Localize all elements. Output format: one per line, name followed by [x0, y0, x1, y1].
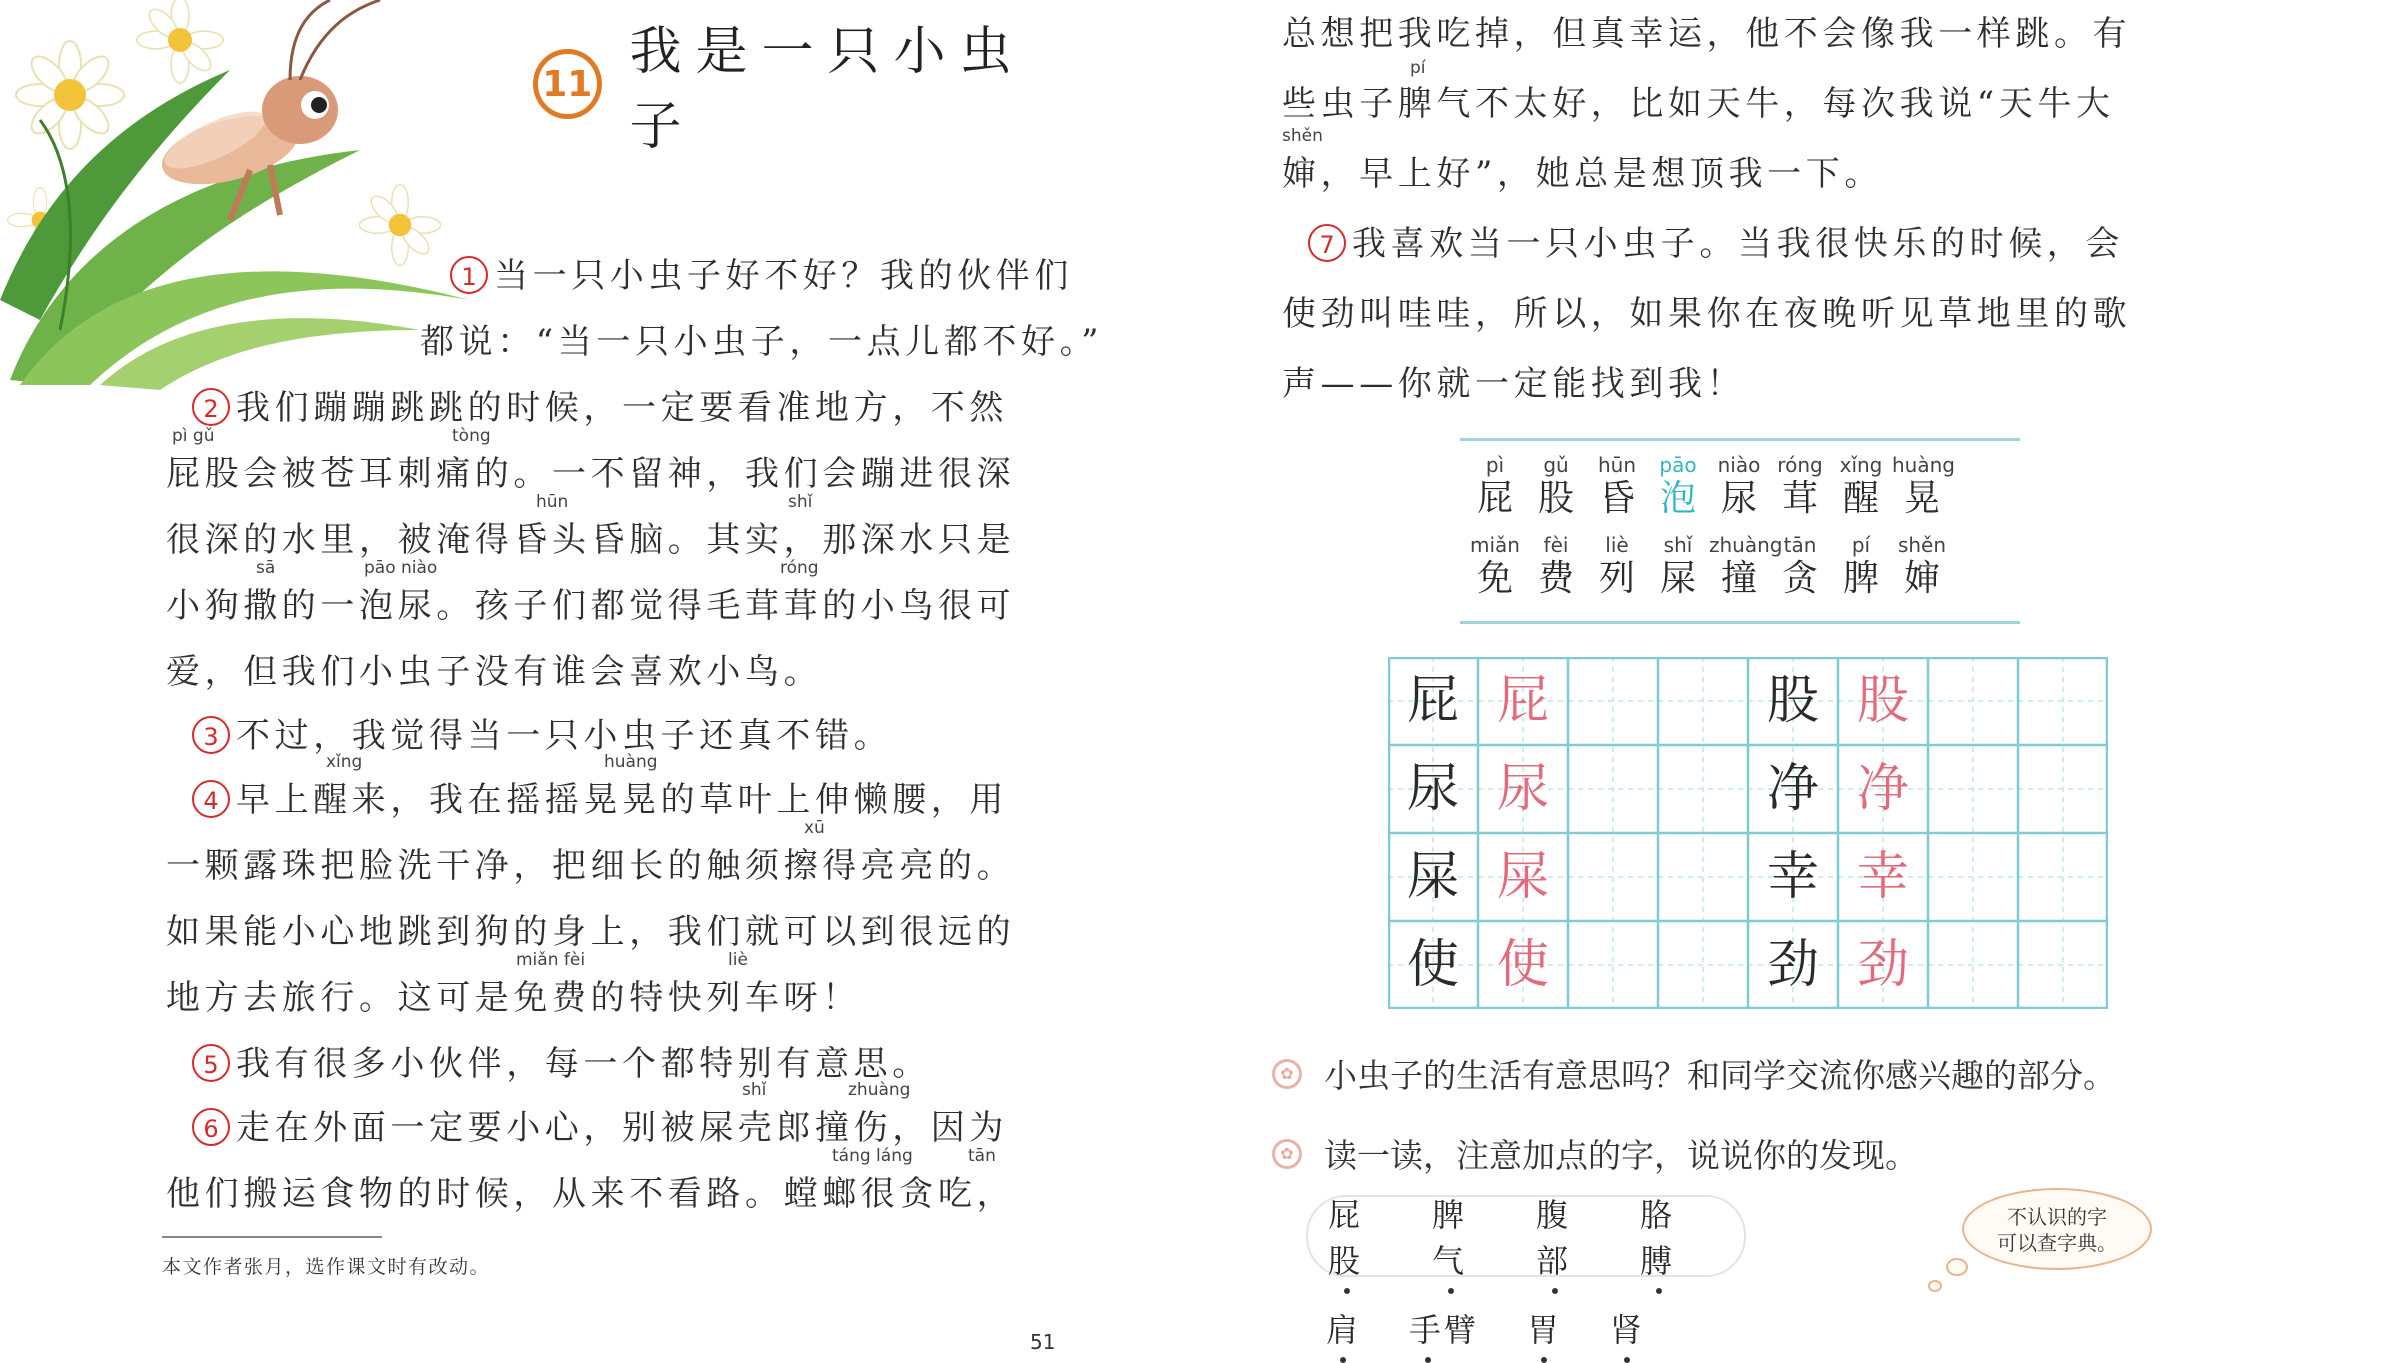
word-group-extra — [1326, 1305, 1693, 1351]
footnote: 本文作者张月，选作课文时有改动。 — [162, 1256, 491, 1278]
exercise-question: ✿ 读一读，注意加点的字，说说你的发现。 — [1272, 1130, 1918, 1177]
grid-model-char: 净 — [1766, 759, 1819, 819]
text-line: 爱，但我们小虫子没有谁会喜欢小鸟。 — [166, 652, 823, 692]
text-line: 7 我喜欢当一只小虫子。当我很快乐的时候，会 — [1308, 216, 2124, 265]
pinyin-annotation: sā — [256, 558, 276, 578]
word-item: 肾 — [1610, 1305, 1645, 1351]
grid-trace-char: 使 — [1496, 935, 1549, 995]
lesson-title-text: 我是一只小虫子 — [629, 22, 1026, 157]
paragraph-number: 4 — [192, 780, 230, 818]
vocab-char: pí 脾 — [1842, 533, 1879, 599]
grid-trace-char: 尿 — [1496, 759, 1549, 819]
pinyin-annotation: shěn — [1282, 126, 1323, 146]
vocab-char: niào 尿 — [1717, 453, 1761, 519]
text-line: 使劲叫哇哇，所以，如果你在夜晚听见草地里的歌 — [1282, 294, 2132, 334]
text-line: 都说：“当一只小虫子，一点儿都不好。” — [420, 322, 1104, 362]
text-line: 1 当一只小虫子好不好？我的伙伴们 — [450, 248, 1073, 297]
grasshopper-illustration — [0, 0, 470, 390]
grid-trace-char: 幸 — [1856, 847, 1909, 907]
pinyin-annotation: miǎn fèi — [516, 950, 586, 970]
new-characters-box — [1460, 438, 2020, 624]
lesson-number-badge: 11 — [533, 49, 602, 119]
pinyin-annotation: shǐ — [788, 492, 813, 512]
text-line: 一颗露珠把脸洗干净，把细长的触须擦得亮亮的。 — [166, 846, 1016, 886]
vocab-char: zhuàng 撞 — [1709, 533, 1783, 599]
grid-model-char: 劲 — [1766, 935, 1819, 995]
text-line: 婶，早上好”，她总是想顶我一下。 — [1282, 154, 1883, 194]
word-group-box — [1306, 1195, 1746, 1280]
pinyin-annotation: liè — [728, 950, 748, 970]
paragraph-number: 7 — [1308, 224, 1346, 262]
vocab-char: xǐng 醒 — [1839, 453, 1883, 519]
grid-model-char: 屁 — [1406, 671, 1459, 731]
paragraph-number: 6 — [192, 1108, 230, 1146]
text-line: 6 走在外面一定要小心，别被屎壳郎撞伤，因为 — [192, 1100, 1008, 1149]
page-number: 51 — [1030, 1330, 1056, 1354]
text-line: 3 不过，我觉得当一只小虫子还真不错。 — [192, 708, 892, 757]
pinyin-annotation: shǐ — [742, 1080, 767, 1100]
footnote-divider — [162, 1236, 382, 1238]
text-line: 声——你就一定能找到我！ — [1282, 364, 1746, 404]
pinyin-annotation: xǐng — [326, 752, 363, 772]
bubble-tail-icon — [1928, 1280, 1942, 1292]
text-line: 总想把我吃掉，但真幸运，他不会像我一样跳。有 — [1282, 14, 2132, 54]
tip-text: 不认识的字 可以查字典。 — [1997, 1205, 2117, 1255]
vocab-char: huàng 晃 — [1892, 453, 1955, 519]
vocab-char: pì 屁 — [1476, 453, 1513, 519]
grid-trace-char: 屎 — [1496, 847, 1549, 907]
word-item: 胳膊 — [1640, 1190, 1692, 1282]
right-page — [1220, 0, 2400, 1350]
pinyin-annotation: zhuàng — [848, 1080, 911, 1100]
grid-trace-char: 股 — [1856, 671, 1909, 731]
grid-model-char: 屎 — [1406, 847, 1459, 907]
pinyin-annotation: pì gǔ — [172, 426, 215, 446]
text-line: 2 我们蹦蹦跳跳的时候，一定要看准地方，不然 — [192, 380, 1008, 429]
text-line: 些虫子脾气不太好，比如天牛，每次我说“天牛大 — [1282, 84, 2115, 124]
vocab-char: miǎn 免 — [1470, 533, 1520, 599]
text-line: 他们搬运食物的时候，从来不看路。螳螂很贪吃， — [166, 1174, 1016, 1214]
left-page — [0, 0, 1104, 1354]
tip-thought-bubble — [1962, 1188, 2152, 1270]
vocab-char: shěn 婶 — [1897, 533, 1947, 599]
grid-trace-char: 屁 — [1496, 671, 1549, 731]
text-line: 5 我有很多小伙伴，每一个都特别有意思。 — [192, 1036, 931, 1085]
word-item: 肩 — [1326, 1305, 1361, 1351]
pinyin-annotation: pí — [1410, 58, 1426, 78]
bubble-tail-icon — [1946, 1258, 1968, 1276]
word-item: 脾气 — [1432, 1190, 1484, 1282]
word-item: 手臂 — [1409, 1305, 1479, 1351]
vocab-char: róng 茸 — [1777, 453, 1823, 519]
word-item: 胃 — [1527, 1305, 1562, 1351]
pinyin-annotation: táng láng — [832, 1146, 913, 1166]
vocab-char: tān 贪 — [1781, 533, 1818, 599]
paragraph-number: 3 — [192, 716, 230, 754]
vocab-char-highlighted: pāo 泡 — [1659, 453, 1697, 519]
grid-model-char: 使 — [1406, 935, 1459, 995]
text-line: 4 早上醒来，我在摇摇晃晃的草叶上伸懒腰，用 — [192, 772, 1008, 821]
pinyin-annotation: huàng — [604, 752, 658, 772]
grid-trace-char: 净 — [1856, 759, 1909, 819]
paragraph-number: 1 — [450, 256, 488, 294]
vocab-char: hūn 昏 — [1597, 453, 1637, 519]
word-item: 腹部 — [1536, 1190, 1588, 1282]
text-line: 地方去旅行。这可是免费的特快列车呀！ — [166, 978, 861, 1018]
text-line: 屁股会被苍耳刺痛的。一不留神，我们会蹦进很深 — [166, 454, 1016, 494]
vocab-char: gǔ 股 — [1537, 453, 1574, 519]
grid-model-char: 尿 — [1406, 759, 1459, 819]
vocab-char: fèi 费 — [1537, 533, 1574, 599]
pinyin-annotation: tòng — [452, 426, 491, 446]
vocab-char: liè 列 — [1598, 533, 1635, 599]
pinyin-annotation: róng — [780, 558, 819, 578]
exercise-question: ✿ 小虫子的生活有意思吗？和同学交流你感兴趣的部分。 — [1272, 1050, 2116, 1097]
text-line: 很深的水里，被淹得昏头昏脑。其实，那深水只是 — [166, 520, 1016, 560]
pinyin-annotation: xū — [804, 818, 825, 838]
grid-trace-char: 劲 — [1856, 935, 1909, 995]
word-item: 屁股 — [1328, 1190, 1380, 1282]
lesson-title — [533, 22, 1080, 157]
pinyin-annotation: tān — [968, 1146, 996, 1166]
grid-model-char: 幸 — [1766, 847, 1819, 907]
text-line: 如果能小心地跳到狗的身上，我们就可以到很远的 — [166, 912, 1016, 952]
question-bullet-icon: ✿ — [1272, 1059, 1302, 1089]
vocab-char: shǐ 屎 — [1659, 533, 1696, 599]
paragraph-number: 2 — [192, 388, 230, 426]
question-bullet-icon: ✿ — [1272, 1139, 1302, 1169]
grid-model-char: 股 — [1766, 671, 1819, 731]
paragraph-number: 5 — [192, 1044, 230, 1082]
character-writing-grid — [1388, 657, 2108, 1009]
pinyin-annotation: pāo niào — [364, 558, 438, 578]
pinyin-annotation: hūn — [536, 492, 569, 512]
text-line: 小狗撒的一泡尿。孩子们都觉得毛茸茸的小鸟很可 — [166, 586, 1016, 626]
